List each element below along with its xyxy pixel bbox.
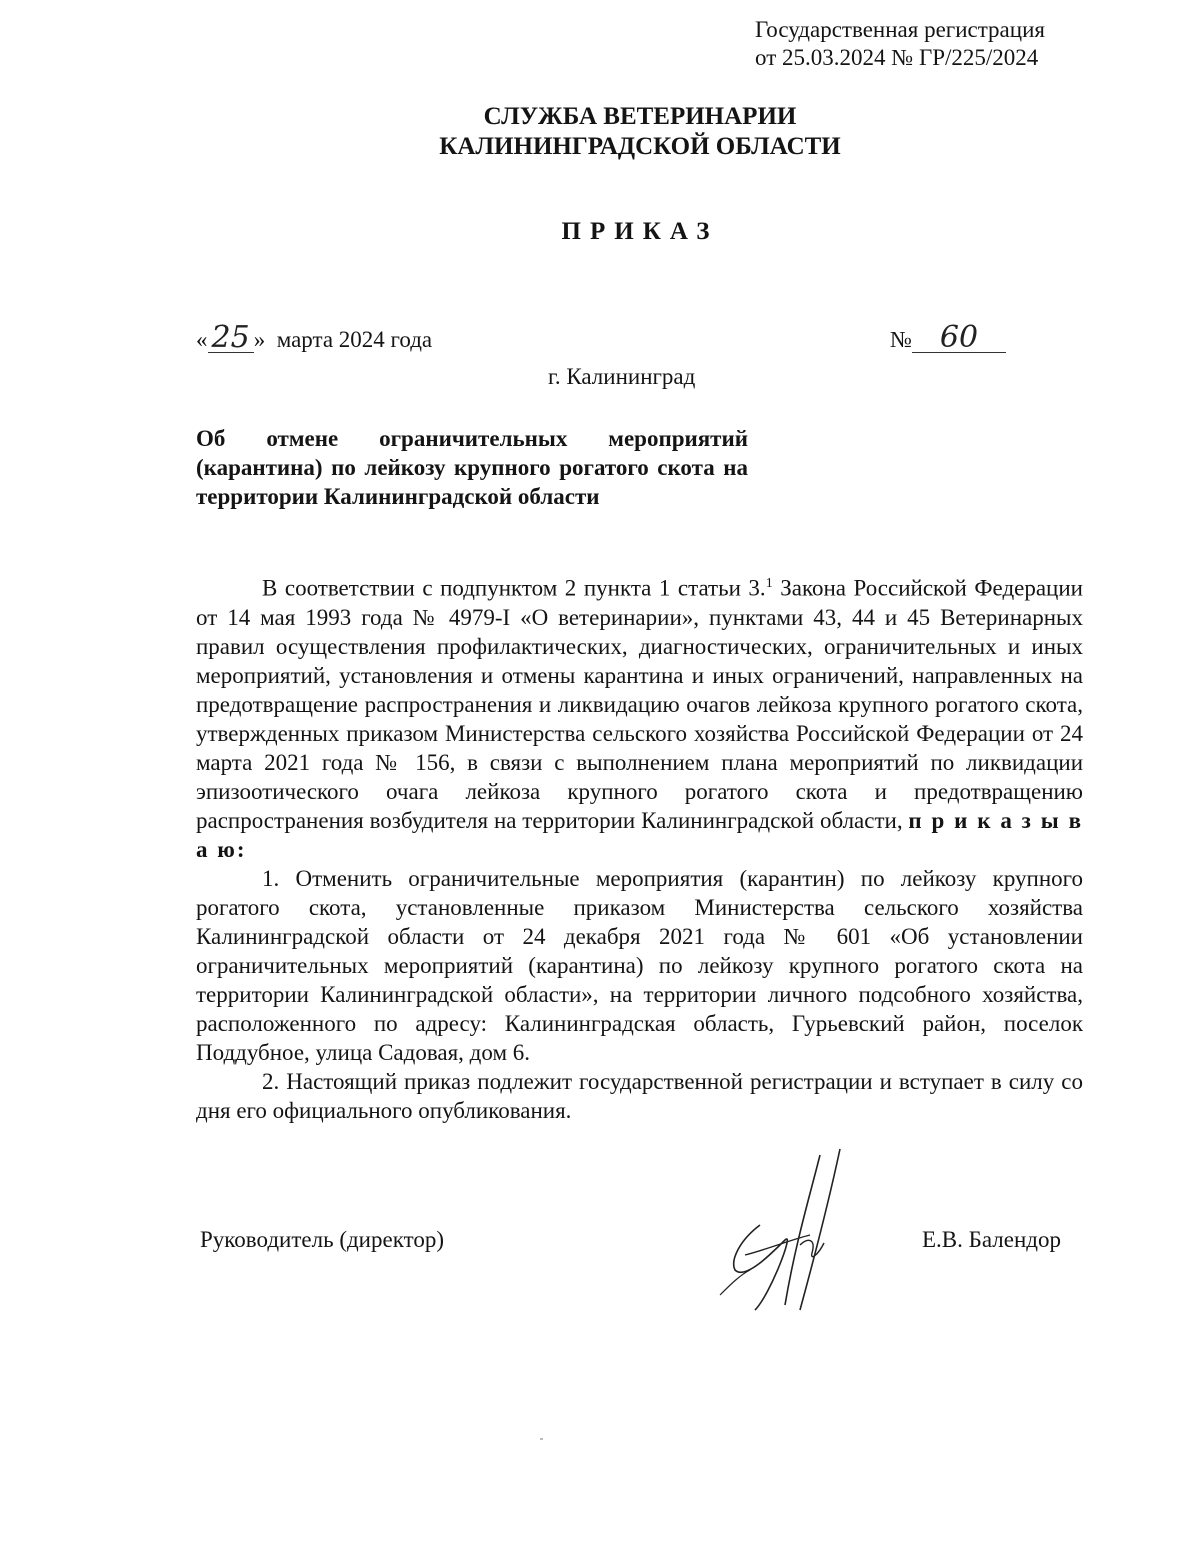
agency-line-1: СЛУЖБА ВЕТЕРИНАРИИ <box>483 103 797 130</box>
signatory-role: Руководитель (директор) <box>200 1227 444 1252</box>
order-item-2: 2. Настоящий приказ подлежит государственной регистрации и вступает в силу со дня его официального опубликования. <box>196 1068 1083 1123</box>
city: г. Калининград <box>548 364 696 389</box>
order-item-1: 1. Отменить ограничительные мероприятия (карантин) по лейкозу крупного рогатого скота, установленные приказом Министерства сельского хозяйства Калининградской области от 24 декабря 2021 года № 601 «Об установлении ограничительных мероприятий (карантина) по лейкозу крупного рогатого скота на территории Калининградской области», на территории личного подсобного хозяйства, расположенного по адресу: Калининградская область, Гурьевский район, поселок Поддубное, улица Садовая, дом 6. <box>196 865 1083 1065</box>
agency-name <box>0 102 1200 162</box>
registration-line-2: от 25.03.2024 № ГР/225/2024 <box>755 45 1039 70</box>
order-body <box>196 569 1083 1125</box>
signature-drawing <box>700 1145 870 1325</box>
date-day-handwritten: 25 <box>208 324 254 353</box>
preamble-paragraph <box>196 569 1083 864</box>
preamble-text-2: Закона Российской Федерации от 14 мая 1993 года № 4979-I «О ветеринарии», пунктами 43, 44 и 45 Ветеринарных правил осуществления профилактических, диагностических, ограничительных и иных мероприятий, установления и отмены карантина и иных ограничений, направленных на предотвращение распространения и ликвидацию очагов лейкоза крупного рогатого скота, утвержденных приказом Министерства сельского хозяйства Российской Федерации от 24 марта 2021 года № 156, в связи с выполнением плана мероприятий по ликвидации эпизоотического очага лейкоза крупного рогатого скота и предотвращению распространения возбудителя на территории Калининградской области, <box>196 575 1083 833</box>
number-value-handwritten: 60 <box>912 324 1006 353</box>
preamble-text-1: В соответствии с подпунктом 2 пункта 1 статьи 3. <box>262 575 766 601</box>
order-word: п р и к а з ы в а ю: <box>196 807 1083 862</box>
scan-speck <box>540 1438 543 1440</box>
signatory-name: Е.В. Балендор <box>922 1227 1061 1252</box>
preamble-superscript: 1 <box>765 576 773 591</box>
order-date <box>196 320 433 355</box>
date-month-year: марта 2024 года <box>276 327 433 352</box>
date-open-quote: « <box>196 327 208 352</box>
date-close-quote: » <box>253 327 266 352</box>
order-number <box>890 320 1006 355</box>
registration-stamp <box>755 16 1115 72</box>
registration-line-1: Государственная регистрация <box>755 17 1045 42</box>
handwritten-signature <box>700 1145 870 1330</box>
document-type: ПРИКАЗ <box>561 218 719 245</box>
agency-line-2: КАЛИНИНГРАДСКОЙ ОБЛАСТИ <box>439 133 841 160</box>
number-label: № <box>890 327 912 352</box>
order-subject: Об отмене ограничительных мероприятий (карантина) по лейкозу крупного рогатого скота на территории Калининградской области <box>196 426 748 509</box>
